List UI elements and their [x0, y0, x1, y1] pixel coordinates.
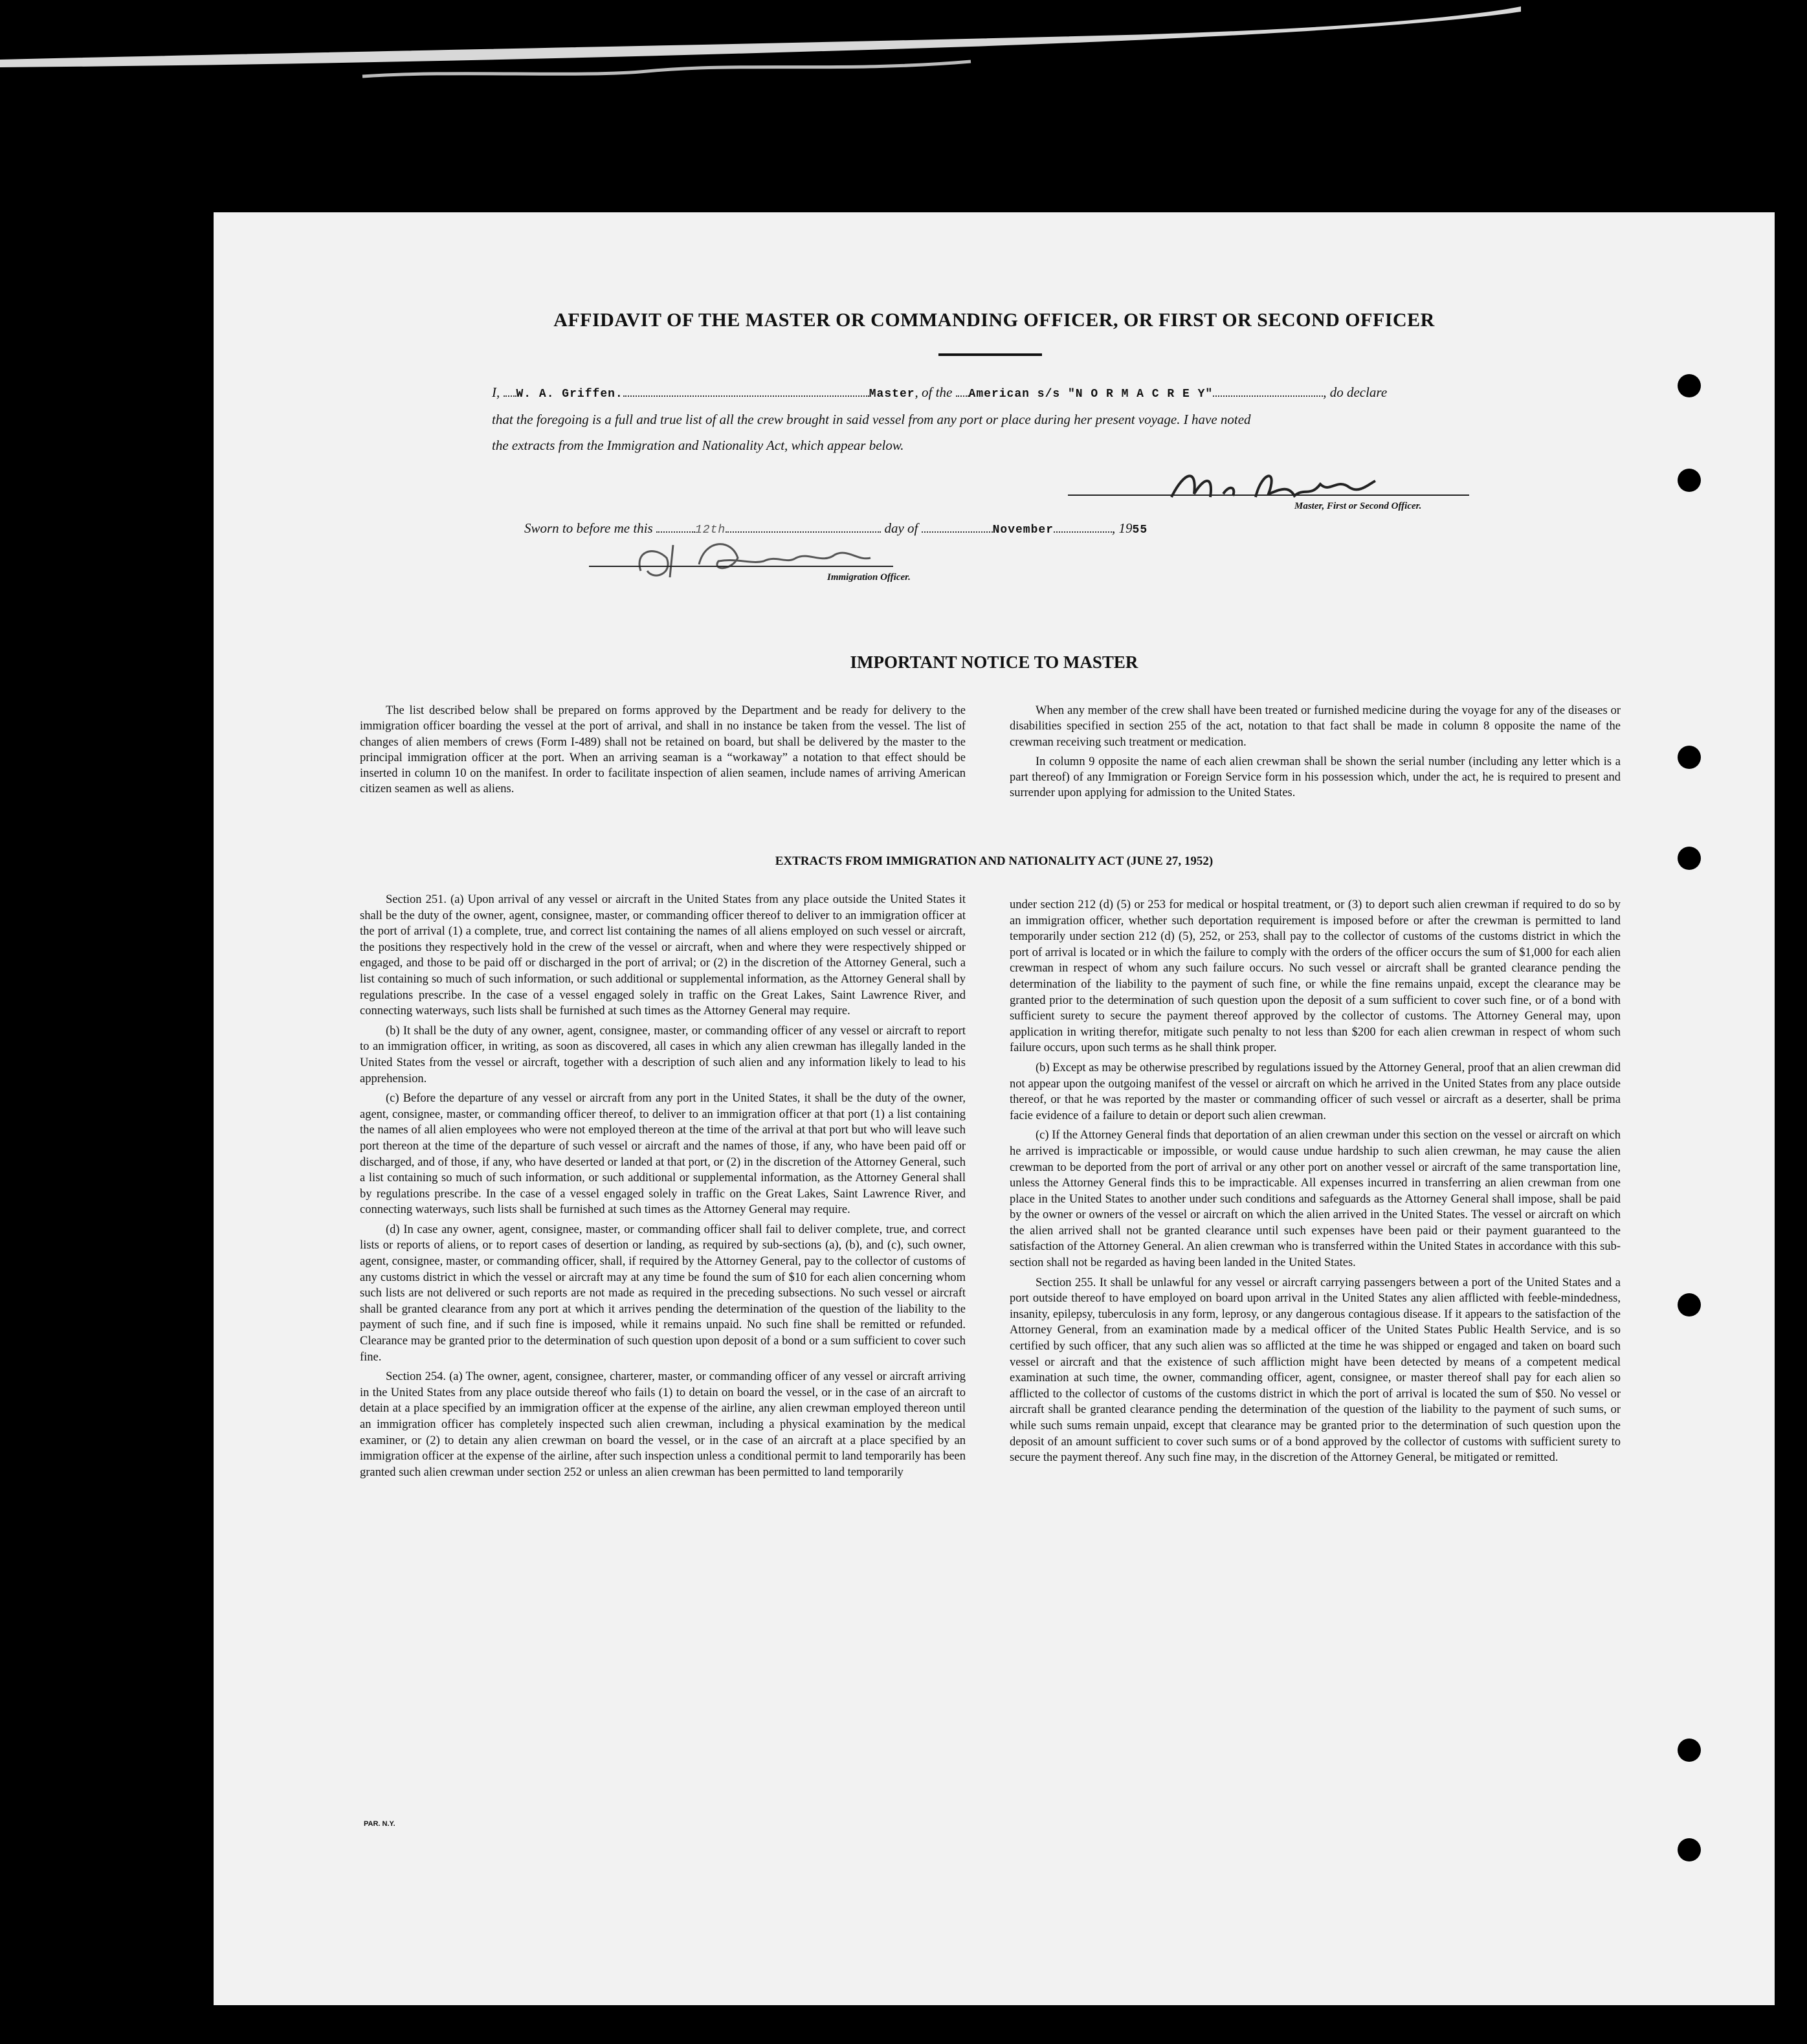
- notice-left-column: [360, 703, 966, 801]
- notice-paragraph: The list described below shall be prepared on forms approved by the Department and be ready for delivery to the immigration officer boarding the vessel at the port of arrival, and shall in no instance be taken from the vessel. The list of changes of alien members of crews (Form I-489) shall not be retained on board, but shall be delivered by the master to the principal immigration officer at the port. When an arriving seaman is a “workaway” a notation to that effect should be inserted in column 10 on the manifest. In order to facilitate inspection of alien seamen, include names of arriving American citizen seamen as well as aliens.: [360, 704, 966, 796]
- extracts-left-column: [360, 892, 966, 1484]
- sworn-label: Sworn to before me this: [524, 520, 653, 536]
- master-caption: Master, First or Second Officer.: [1294, 501, 1422, 511]
- notice-title: IMPORTANT NOTICE TO MASTER: [850, 652, 1138, 672]
- vessel-name-field: American s/s "N O R M A C R E Y": [968, 388, 1214, 401]
- day-field: 12th: [694, 524, 726, 537]
- do-declare-label: , do declare: [1323, 384, 1388, 400]
- master-signature-line: [1068, 494, 1469, 496]
- extract-paragraph: (c) Before the departure of any vessel or aircraft from any port in the United States, it shall be the duty of the owner, agent, consignee, master, or commanding officer thereof, to deliver to an immigration officer at that port (1) a list containing the names of all alien employees who were not employed thereon at the time of the arrival at that port but who will leave such port thereon at the time of the departure of such vessel or aircraft and the names of those, if any, who have been paid off or discharged, and of those, if any, who have deserted or landed at that port, or (2) in the discretion of the Attorney General, such a list containing so much of such information, or such additional or supplemental information, as the Attorney General shall by regulations prescribe. In the case of a vessel engaged solely in traffic on the Great Lakes, Saint Lawrence River, and connecting waterways, such lists shall be furnished at such times as the Attorney General may require.: [360, 1092, 966, 1217]
- extract-paragraph: Section 254. (a) The owner, agent, consignee, charterer, master, or commanding officer of any vessel or aircraft arriving in the United States from any place outside thereof who fails (1) to detain on board the vessel, or in the case of an aircraft to detain at a place specified by an immigration officer at the expense of the airline, any alien crewman employed thereon until an immigration officer has completely inspected such alien crewman, including a physical examination by the medical examiner, or (2) to detain any alien crewman on board the vessel, or in the case of an aircraft at a place specified by an immigration officer at the expense of the airline, after such inspection unless a conditional permit to land temporarily has been granted such alien crewman under section 252 or unless an alien crewman has been permitted to land temporarily: [360, 1370, 966, 1479]
- extract-paragraph: Section 251. (a) Upon arrival of any vessel or aircraft in the United States from any place outside the United States it shall be the duty of the owner, agent, consignee, master, or commanding officer thereof to deliver to an immigration officer at the port of arrival (1) a complete, true, and correct list containing the names of all aliens employed on such vessel or aircraft, the positions they respectively hold in the crew of the vessel or aircraft, when and where they were respectively shipped or engaged, and those to be paid off or discharged in the port of arrival; or (2) in the discretion of the Attorney General, such a list containing so much of such information, or such additional or supplemental information, as the Attorney General shall by regulations prescribe. In the case of a vessel engaged solely in traffic on the Great Lakes, Saint Lawrence River, and connecting waterways, such lists shall be furnished at such times as the Attorney General may require.: [360, 893, 966, 1018]
- year-prefix: , 19: [1112, 520, 1133, 536]
- extract-paragraph: under section 212 (d) (5) or 253 for medical or hospital treatment, or (3) to deport such alien crewman if required to do so by an immigration officer, whether such deportation requirement is imposed before or after the crewman is permitted to land temporarily under section 212 (d) (5), 252, or 253, shall pay to the collector of customs of the customs district in which the port of arrival is located or in which the failure to comply with the orders of the officer occurs the sum of $1,000 for each alien crewman in respect of whom any such failure occurs. No such vessel or aircraft shall be granted clearance pending the determination of the liability to the payment of such fine, or while the fine remains unpaid, except the clearance may be granted prior to the determination of such question upon the deposit of a sum sufficient to cover such fine, or of a bond with sufficient surety to secure the payment thereof approved by the collector of customs. The Attorney General may, upon application in writing therefor, mitigate such penalty to not less than $200 for each alien crewman in respect of whom such failure occurs, upon such terms as he shall think proper.: [1010, 898, 1621, 1055]
- form-code: PAR. N.Y.: [364, 1820, 395, 1828]
- extract-paragraph: (b) It shall be the duty of any owner, agent, consignee, master, or commanding officer of any vessel or aircraft to report to an immigration officer, in writing, as soon as discovered, all cases in which any alien crewman has illegally landed in the United States from the vessel or aircraft, together with a description of such alien and any information likely to lead to his apprehension.: [360, 1024, 966, 1085]
- punch-hole: [1678, 1838, 1701, 1861]
- year-field: 55: [1132, 524, 1148, 537]
- immigration-officer-caption: Immigration Officer.: [827, 572, 911, 583]
- rank-field: Master: [869, 388, 915, 401]
- punch-hole: [1678, 1293, 1701, 1316]
- affidavit-title: AFFIDAVIT OF THE MASTER OR COMMANDING OFFICER, OR FIRST OR SECOND OFFICER: [553, 309, 1435, 331]
- officer-signature-line: [589, 566, 893, 567]
- declaration-line-3: the extracts from the Immigration and Nationality Act, which appear below.: [492, 438, 904, 453]
- declaration-line-2: that the foregoing is a full and true list of all the crew brought in said vessel from any port or place during her present voyage. I have noted: [492, 412, 1251, 427]
- notice-right-column: [1010, 703, 1621, 805]
- master-name-field: W. A. Griffen.: [516, 388, 623, 401]
- punch-hole: [1678, 374, 1701, 397]
- extract-paragraph: (d) In case any owner, agent, consignee, master, or commanding officer shall fail to deliver complete, true, and correct lists or reports of aliens, or to report cases of desertion or landing, as required by sub-sections (a), (b), and (c), such owner, agent, consignee, master, or commanding officer, shall, if required by the Attorney General, pay to the collector of customs of any customs district in which the vessel or aircraft may at any time be found the sum of $10 for each alien concerning whom such lists are not delivered or such reports are not made as required in the preceding subsections. No such vessel or aircraft shall be granted clearance from any port at which it arrives pending the determination of the question of the liability to the payment of such fine, and if such fine is imposed, while it remains unpaid. No such fine shall be remitted or refunded. Clearance may be granted prior to the determination of such question upon deposit of a bond or a sum sufficient to cover such fine.: [360, 1223, 966, 1364]
- extract-paragraph: Section 255. It shall be unlawful for any vessel or aircraft carrying passengers between a port of the United States and a port outside thereof to have employed on board upon arrival in the United States any alien afflicted with feeble-mindedness, insanity, epilepsy, tuberculosis in any form, leprosy, or any dangerous contagious disease. If it appears to the satisfaction of the Attorney General, from an examination made by a medical officer of the United States Public Health Service, and is so certified by such officer, that any such alien was so afflicted at the time he was shipped or engaged and taken on board such vessel or aircraft and that the existence of such affliction might have been detected by means of a competent medical examination at such time, the owner, commanding officer, agent, consignee, or master thereof shall pay for each alien so afflicted to the collector of customs of the customs district in which the port of arrival is located the sum of $50. No vessel or aircraft shall be granted clearance pending the determination of the question of the liability to the payment of such sums, or while such sums remain unpaid, except that clearance may be granted prior to the determination of such question upon the deposit of an amount sufficient to cover such sums or of a bond approved by the collector of customs with sufficient surety to secure the payment thereof. Any such fine may, in the discretion of the Attorney General, be mitigated or remitted.: [1010, 1276, 1621, 1465]
- notice-paragraph: In column 9 opposite the name of each alien crewman shall be shown the serial number (including any letter which is a part thereof) of any Immigration or Foreign Service form in his possession which, under the act, he is required to present and surrender upon applying for admission to the United States.: [1010, 755, 1621, 800]
- title-divider: [938, 353, 1042, 356]
- extract-paragraph: (b) Except as may be otherwise prescribed by regulations issued by the Attorney General, proof that an alien crewman did not appear upon the outgoing manifest of the vessel or aircraft on which he arrived in the United States from any place outside thereof, or that he was reported by the master or commanding officer of such vessel or aircraft as a deserter, shall be prima facie evidence of a failure to detain or deport such alien crewman.: [1010, 1061, 1621, 1122]
- month-field: November: [992, 524, 1054, 537]
- of-the-label: , of the: [915, 384, 953, 400]
- declaration-line-1: [492, 384, 1592, 401]
- extracts-title: EXTRACTS FROM IMMIGRATION AND NATIONALITY ACT (JUNE 27, 1952): [775, 854, 1214, 868]
- day-of-label: day of: [884, 520, 918, 536]
- punch-hole: [1678, 746, 1701, 769]
- notice-paragraph: When any member of the crew shall have been treated or furnished medicine during the voyage for any of the diseases or disabilities specified in section 255 of the act, notation to that fact shall be made in column 8 opposite the name of the crewman receiving such treatment or medication.: [1010, 704, 1621, 749]
- extract-paragraph: (c) If the Attorney General finds that deportation of an alien crewman under this section on the vessel or aircraft on which he arrived is impracticable or impossible, or would cause undue hardship to such alien crewman, he may cause the alien crewman to be deported from the port of arrival or any other port on another vessel or aircraft of the same transportation line, unless the Attorney General finds this to be impracticable. All expenses incurred in transferring an alien crewman from one place in the United States to another under such conditions and safeguards as the Attorney General shall impose, shall be paid by the owner or owners of the vessel or aircraft on which the alien arrived in the United States. The vessel or aircraft on which the alien arrived shall not be granted clearance until such expenses have been paid or their payment guaranteed to the satisfaction of the Attorney General. An alien crewman who is transferred within the United States in accordance with this sub-section shall not be regarded as having been landed in the United States.: [1010, 1129, 1621, 1270]
- extracts-right-column: [1010, 897, 1621, 1470]
- film-edge-scratch: [0, 0, 1807, 104]
- punch-hole: [1678, 1739, 1701, 1762]
- document-page: [214, 212, 1775, 2005]
- punch-hole: [1678, 469, 1701, 492]
- i-label: I,: [492, 384, 500, 400]
